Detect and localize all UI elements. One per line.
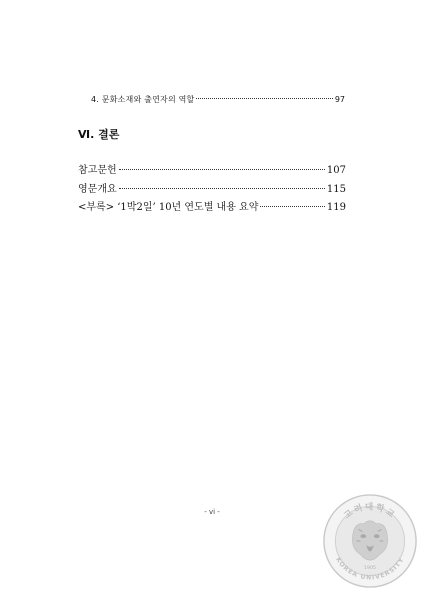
dot-leader xyxy=(119,188,325,189)
toc-entry-label: 영문개요 xyxy=(78,184,117,195)
toc-entry-label: 참고문헌 xyxy=(78,165,117,176)
toc-subsection-page: 97 xyxy=(334,95,345,104)
toc-entry-page: 107 xyxy=(326,165,346,176)
svg-text:1905: 1905 xyxy=(363,565,377,571)
toc-subsection-label: 4. 문화소재와 출연자의 역할 xyxy=(91,95,195,104)
toc-entry-references xyxy=(78,161,346,176)
toc-entry-english-abstract xyxy=(78,180,346,195)
toc-entry-page: 119 xyxy=(326,202,346,213)
university-seal-logo xyxy=(322,493,418,589)
chapter-heading: Ⅵ. 결론 xyxy=(78,128,120,141)
toc-entry-page: 115 xyxy=(326,184,346,195)
svg-text:고려대학교: 고려대학교 xyxy=(342,502,398,522)
toc-subsection-line xyxy=(91,94,345,105)
page-number: - vi - xyxy=(204,508,220,516)
toc-entry-label: <부록> ‘1박2일’ 10년 연도별 내용 요약 xyxy=(78,202,259,213)
dot-leader xyxy=(260,206,325,207)
dot-leader xyxy=(119,169,325,170)
dot-leader xyxy=(196,98,332,99)
toc-entry-appendix xyxy=(78,198,346,213)
svg-text:KOREA UNIVERSITY: KOREA UNIVERSITY xyxy=(334,556,406,582)
